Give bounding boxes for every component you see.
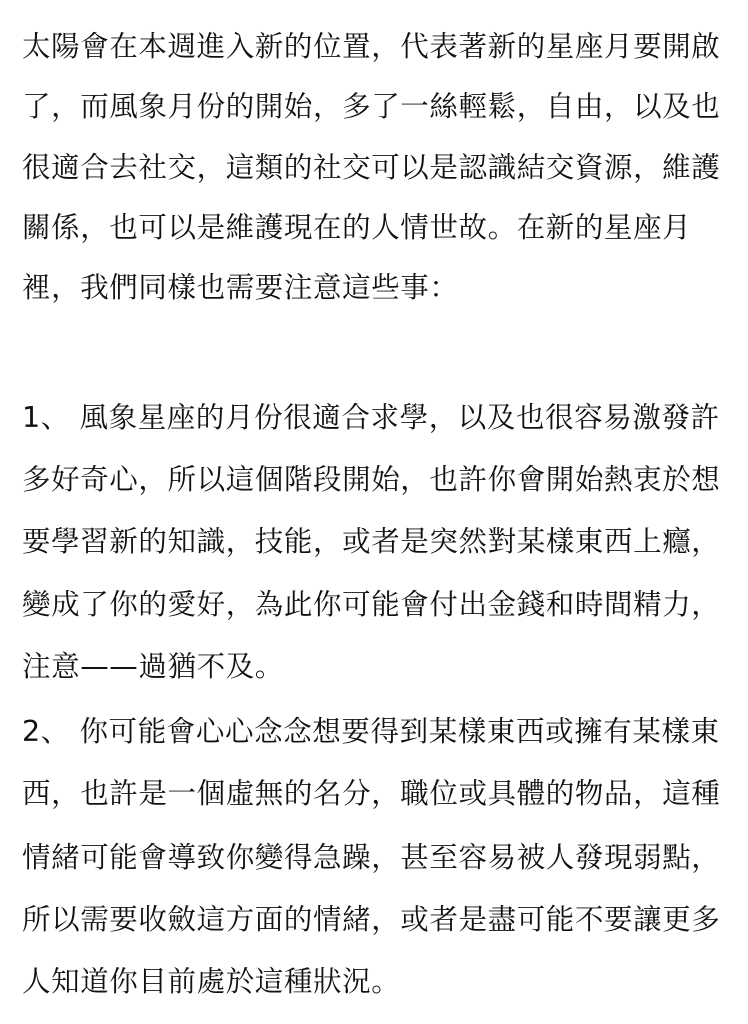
point2-line-1: 2、 你可能會心心念念想要得到某樣東西或擁有某樣東 bbox=[22, 715, 720, 748]
point2-line-2: 西，也許是一個虛無的名分，職位或具體的物品，這種 bbox=[22, 777, 721, 810]
intro-line-3: 很適合去社交，這類的社交可以是認識結交資源，維護 bbox=[22, 151, 721, 184]
point2-line-3: 情緒可能會導致你變得急躁，甚至容易被人發現弱點， bbox=[22, 841, 721, 874]
intro-line-5: 裡，我們同樣也需要注意這些事： bbox=[22, 271, 459, 304]
intro-line-4: 關係，也可以是維護現在的人情世故。在新的星座月 bbox=[22, 211, 692, 244]
point2-line-4: 所以需要收斂這方面的情緒，或者是盡可能不要讓更多 bbox=[22, 903, 721, 936]
point1-line-4: 變成了你的愛好，為此你可能會付出金錢和時間精力， bbox=[22, 588, 721, 621]
point1-line-3: 要學習新的知識，技能，或者是突然對某樣東西上癮， bbox=[22, 525, 721, 558]
point1-line-1: 1、 風象星座的月份很適合求學，以及也很容易激發許 bbox=[22, 401, 720, 434]
point1-line-2: 多好奇心，所以這個階段開始，也許你會開始熱衷於想 bbox=[22, 463, 721, 496]
intro-line-2: 了，而風象月份的開始，多了一絲輕鬆，自由，以及也 bbox=[22, 90, 721, 123]
point1-line-5: 注意——過猶不及。 bbox=[22, 650, 284, 683]
intro-line-1: 太陽會在本週進入新的位置，代表著新的星座月要開啟 bbox=[22, 30, 721, 63]
point2-line-5: 人知道你目前處於這種狀況。 bbox=[22, 965, 401, 998]
